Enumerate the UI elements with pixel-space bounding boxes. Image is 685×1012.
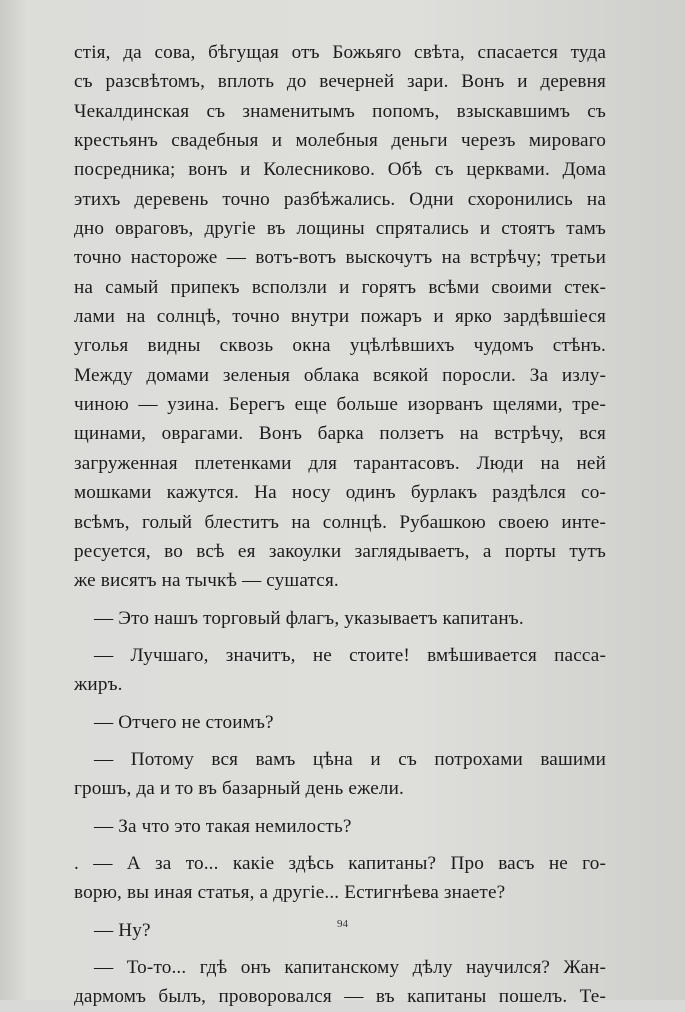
paragraph-gap: [74, 633, 606, 641]
text-line: щинами, оврагами. Вонъ барка ползетъ на встрѣчу, вся: [74, 423, 606, 445]
dialogue-line: . — А за то... какіе здѣсь капитаны? Про васъ не го-: [74, 852, 606, 874]
dialogue-line: — Отчего не стоимъ?: [94, 711, 274, 733]
paragraph-gap: [74, 945, 606, 953]
paragraph-gap: [74, 804, 606, 812]
paragraph-gap: [74, 841, 606, 849]
text-line: грошъ, да и то въ базарный день ежели.: [74, 778, 404, 800]
text-line: дно овраговъ, другіе въ лощины спрятались и стоятъ тамъ: [74, 218, 606, 240]
dialogue-line: — Лучшаго, значитъ, не стоите! вмѣшивается пасса-: [94, 644, 606, 666]
text-line: этихъ деревень точно разбѣжались. Одни схоронились на: [74, 188, 606, 210]
text-line: загруженная плетенками для тарантасовъ. Люди на ней: [74, 452, 606, 474]
text-line: чиною — узина. Берегъ еще больше изорванъ щелями, тре-: [74, 394, 606, 416]
text-line: Между домами зеленыя облака всякой поросли. За излу-: [74, 364, 606, 386]
text-line: точно настороже — вотъ-вотъ выскочутъ на встрѣчу; третьи: [74, 247, 606, 269]
page-body-text: [74, 38, 606, 1012]
dialogue-line: — За что это такая немилость?: [94, 815, 352, 837]
paragraph-gap: [74, 596, 606, 604]
paragraph-gap: [74, 700, 606, 708]
text-line: мошками кажутся. На носу одинъ бурлакъ раздѣлся со-: [74, 482, 606, 504]
text-line: Чекалдинская съ знаменитымъ попомъ, взыскавшимъ съ: [74, 100, 606, 122]
text-line: посредника; вонъ и Колесниково. Обѣ съ церквами. Дома: [74, 159, 606, 181]
dialogue-line: — Это нашъ торговый флагъ, указываетъ капитанъ.: [94, 607, 524, 629]
paragraph-gap: [74, 737, 606, 745]
text-line: лами на солнцѣ, точно внутри пожаръ и ярко зардѣвшіеся: [74, 306, 606, 328]
page-number: 94: [337, 918, 348, 930]
text-line: дармомъ былъ, проворовался — въ капитаны пошелъ. Те-: [74, 986, 606, 1008]
text-line: же висятъ на тычкѣ — сушатся.: [74, 570, 339, 592]
text-line: стія, да сова, бѣгущая отъ Божьяго свѣта, спасается туда: [74, 42, 606, 63]
text-line: ворю, вы иная статья, а другіе... Естигнѣева знаете?: [74, 882, 506, 904]
dialogue-line: — Ну?: [94, 919, 151, 941]
text-line: уголья видны сквозь окна уцѣлѣвшихъ чудомъ стѣнъ.: [74, 335, 606, 357]
text-line: всѣмъ, голый блеститъ на солнцѣ. Рубашкою своею инте-: [74, 511, 606, 533]
dialogue-line: — То-то... гдѣ онъ капитанскому дѣлу научился? Жан-: [94, 956, 606, 978]
text-line: съ разсвѣтомъ, вплоть до вечерней зари. Вонъ и деревня: [74, 71, 606, 93]
dialogue-line: — Потому вся вамъ цѣна и съ потрохами вашими: [94, 748, 606, 770]
text-line: на самый припекъ всползли и горятъ всѣми своими стек-: [74, 276, 606, 298]
text-line: ресуется, во всѣ ея закоулки заглядываетъ, а порты тутъ: [74, 540, 606, 562]
text-line: крестьянъ свадебныя и молебныя деньги черезъ мироваго: [74, 130, 606, 152]
paragraph-gap: [74, 908, 606, 916]
text-line: жиръ.: [74, 674, 123, 696]
